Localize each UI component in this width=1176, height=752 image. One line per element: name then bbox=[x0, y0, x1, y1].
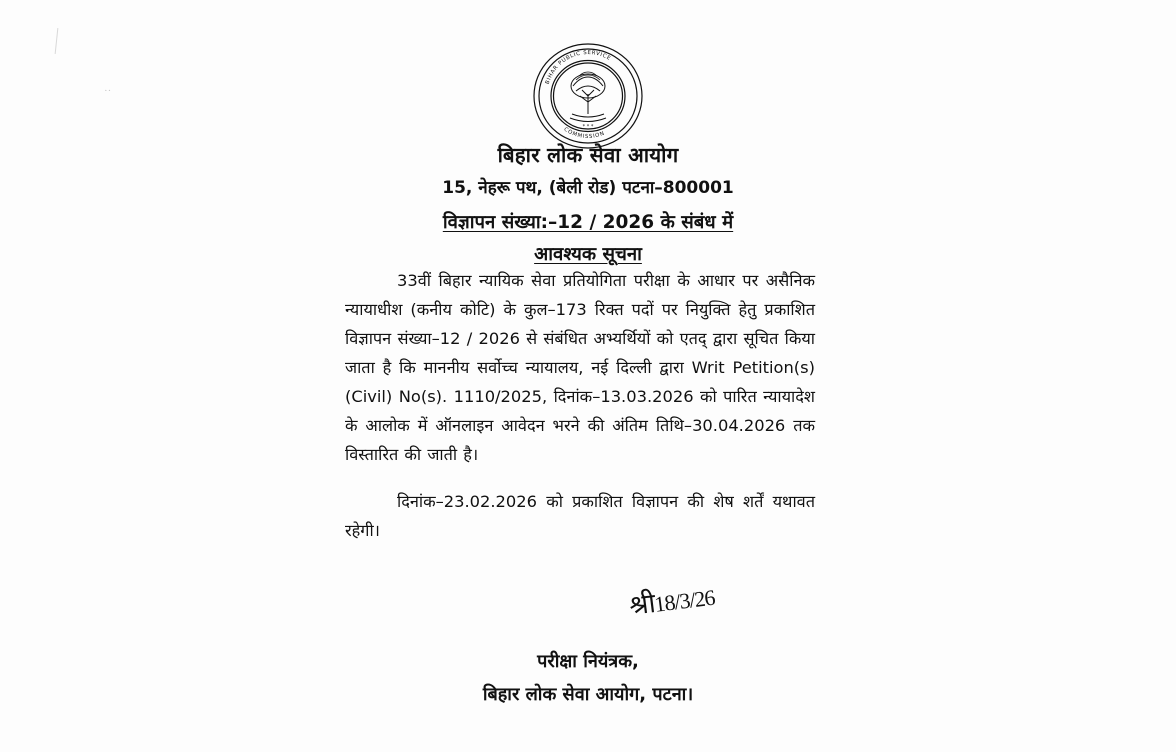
paragraph-one: 33वीं बिहार न्यायिक सेवा प्रतियोगिता परीक्षा के आधार पर असैनिक न्यायाधीश (कनीय कोटि) के कुल–173 रिक्त पदों पर नियुक्ति हेतु प्रकाशित विज्ञापन संख्या–12 / 2026 से संबंधित अभ्यर्थियों को एतद् द्वारा सूचित किया जाता है कि माननीय सर्वोच्च न्यायालय, नई दिल्ली द्वारा Writ Petition(s) (Civil) No(s). 1110/2025, दिनांक–13.03.2026 को पारित न्यायादेश के आलोक में ऑनलाइन आवेदन भरने की अंतिम तिथि–30.04.2026 तक विस्तारित की जाती है। bbox=[345, 271, 815, 464]
svg-text:BIHAR PUBLIC SERVICE: BIHAR PUBLIC SERVICE bbox=[544, 49, 612, 86]
organization-address: 15, नेहरू पथ, (बेली रोड) पटना–800001 bbox=[442, 177, 734, 198]
document-header bbox=[0, 142, 1176, 266]
document-body bbox=[345, 266, 815, 545]
scan-artifact-speck: ·· bbox=[104, 85, 112, 97]
signatory-designation bbox=[0, 648, 1176, 710]
svg-text:* * *: * * * bbox=[582, 124, 594, 130]
paragraph-two: दिनांक–23.02.2026 को प्रकाशित विज्ञापन की शेष शर्तें यथावत रहेगी। bbox=[345, 492, 815, 540]
organization-name: बिहार लोक सेवा आयोग bbox=[497, 143, 679, 167]
svg-text:COMMISSION: COMMISSION bbox=[562, 126, 606, 141]
notice-title bbox=[0, 241, 1176, 266]
notice-title-text: आवश्यक सूचना bbox=[534, 243, 642, 265]
bpsc-emblem-icon bbox=[532, 42, 644, 150]
designation-title: परीक्षा नियंत्रक, bbox=[537, 651, 639, 672]
designation-office: बिहार लोक सेवा आयोग, पटना। bbox=[482, 683, 694, 705]
signature-initials: श्री bbox=[627, 588, 657, 621]
advertisement-reference-text: विज्ञापन संख्या:–12 / 2026 के संबंध में bbox=[442, 211, 734, 233]
advertisement-reference bbox=[0, 210, 1176, 236]
signature-mark bbox=[627, 570, 763, 643]
emblem-container bbox=[0, 42, 1176, 150]
signature-date: 18/3/26 bbox=[652, 584, 716, 617]
